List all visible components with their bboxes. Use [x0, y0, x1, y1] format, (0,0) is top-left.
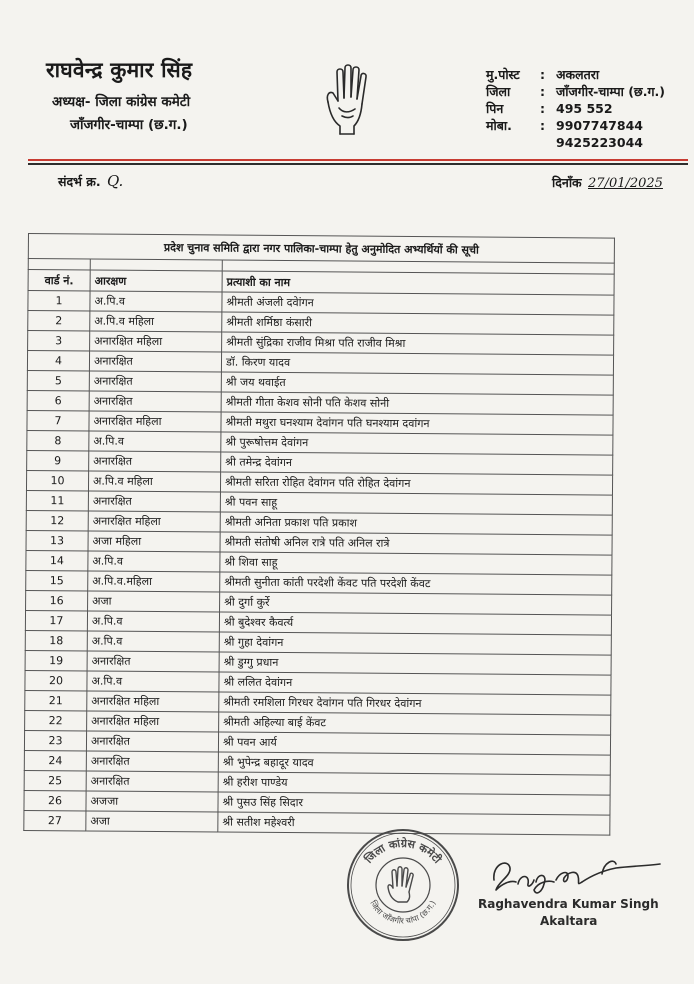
contact-row-mobile — [486, 117, 665, 134]
ward-cell: 13 — [26, 530, 88, 550]
reservation-cell: अ.पि.व महिला — [88, 471, 220, 492]
candidate-cell: श्री गुहा देवांगन — [219, 632, 611, 655]
reservation-cell: अ.पि.व — [90, 291, 222, 312]
signature-name: Raghavendra Kumar Singh — [478, 897, 659, 911]
candidate-cell: श्रीमती अंजली दवेांगन — [222, 292, 614, 315]
ward-cell: 20 — [25, 670, 87, 690]
reservation-cell: अनारक्षित महिला — [90, 331, 222, 352]
reservation-cell: अ.पि.व — [87, 611, 219, 632]
ward-cell: 27 — [24, 810, 86, 830]
ward-cell: 22 — [25, 710, 87, 730]
svg-text:जिला कांग्रेस कमेटी — [361, 836, 446, 867]
reference-number — [58, 172, 123, 190]
reservation-cell: अनारक्षित — [86, 771, 218, 792]
candidate-cell: श्रीमती सरिता रोहित देवांगन पति रोहित देवांगन — [220, 472, 612, 495]
ward-cell: 10 — [26, 470, 88, 490]
contact-block — [486, 66, 665, 151]
header-reservation: आरक्षण — [90, 270, 222, 292]
candidate-cell: श्री सतीश महेश्वरी — [218, 812, 610, 835]
reservation-cell: अजा महिला — [88, 531, 220, 552]
candidate-cell: श्रीमती सुंद्रिका राजीव मिश्रा पति राजीव मिश्रा — [222, 332, 614, 355]
reservation-cell: अनारक्षित महिला — [88, 511, 220, 532]
contact-colon: : — [540, 67, 545, 82]
ward-cell: 17 — [25, 610, 87, 630]
header-ward: वार्ड नं. — [28, 270, 90, 291]
reservation-cell: अनारक्षित — [88, 491, 220, 512]
reservation-cell: अनारक्षित — [89, 391, 221, 412]
ward-cell: 23 — [24, 730, 86, 750]
candidate-cell: श्री पुसउ सिंह सिदार — [218, 792, 610, 815]
reference-label: संदर्भ क्र. — [58, 174, 101, 189]
contact-colon: : — [540, 84, 545, 99]
reservation-cell: अ.पि.व — [87, 671, 219, 692]
candidate-cell: श्री डुग्गु प्रधान — [219, 652, 611, 675]
ward-cell: 4 — [27, 351, 89, 371]
reservation-cell: अ.पि.व महिला — [90, 311, 222, 332]
contact-row-pin — [486, 100, 665, 117]
candidate-cell: श्री भुपेन्द्र बहादूर यादव — [218, 752, 610, 775]
contact-extra-phone: 9425223044 — [556, 135, 643, 150]
candidate-cell: श्री तमेन्द्र देवांगन — [221, 452, 613, 475]
contact-colon: : — [540, 118, 545, 133]
candidate-cell: श्रीमती रमशिला गिरधर देवांगन पति गिरधर देवांगन — [219, 692, 611, 715]
candidate-cell: श्री शिवा साहू — [220, 552, 612, 575]
reservation-cell: अनारक्षित महिला — [89, 411, 221, 432]
header-candidate: प्रत्याशी का नाम — [222, 271, 614, 295]
candidate-cell: श्रीमती अनिता प्रकाश पति प्रकाश — [220, 512, 612, 535]
contact-value: जाँजगीर-चाम्पा (छ.ग.) — [556, 84, 665, 99]
ward-cell: 25 — [24, 770, 86, 790]
reservation-cell: अजा — [86, 811, 218, 832]
reservation-cell: अ.पि.व — [88, 551, 220, 572]
contact-row-district — [486, 83, 665, 100]
contact-label: पिन — [486, 101, 504, 116]
ward-cell: 24 — [24, 750, 86, 770]
reservation-cell: अनारक्षित — [86, 751, 218, 772]
contact-label: मोबा. — [486, 118, 512, 133]
header-divider-red — [28, 159, 688, 161]
contact-value: अकलतरा — [556, 67, 600, 82]
sender-name: राघवेन्द्र कुमार सिंह — [46, 58, 193, 82]
party-seal — [344, 826, 462, 944]
ward-cell: 8 — [27, 430, 89, 450]
candidate-cell: श्री दुर्गा कुर्रे — [220, 592, 612, 615]
candidate-cell: श्रीमती सुनीता कांती परदेशी केंवट पति परदेशी केंवट — [220, 572, 612, 595]
candidate-cell: श्री पवन आर्य — [218, 732, 610, 755]
ward-cell: 11 — [26, 490, 88, 510]
candidate-table — [23, 233, 615, 836]
contact-label: जिला — [486, 84, 511, 99]
candidate-cell: श्रीमती संतोषी अनिल रात्रे पति अनिल रात्रे — [220, 532, 612, 555]
contact-label: मु.पोस्ट — [486, 67, 520, 82]
ward-cell: 26 — [24, 790, 86, 810]
ward-cell: 7 — [27, 410, 89, 430]
ward-cell: 19 — [25, 650, 87, 670]
ward-cell: 6 — [27, 390, 89, 410]
ward-cell: 2 — [28, 311, 90, 331]
candidate-cell: श्री पवन साहू — [220, 492, 612, 515]
table-title: प्रदेश चुनाव समिति द्वारा नगर पालिका-चाम्पा हेतु अनुमोदित अभ्यर्थियों की सूची — [28, 234, 614, 264]
candidate-cell: श्रीमती शर्मिष्ठा कंसारी — [222, 312, 614, 335]
reference-value: Q. — [106, 172, 124, 190]
reservation-cell: अनारक्षित — [86, 731, 218, 752]
header-divider-dark — [28, 163, 688, 165]
hand-emblem-icon — [322, 62, 372, 136]
ward-cell: 15 — [26, 570, 88, 590]
reservation-cell: अनारक्षित — [89, 371, 221, 392]
candidate-cell: श्री पुरूषोत्तम देवांगन — [221, 432, 613, 455]
ward-cell: 3 — [28, 331, 90, 351]
date-label: दिनाँक — [552, 175, 582, 190]
reservation-cell: अजा — [88, 591, 220, 612]
sender-designation: अध्यक्ष- जिला कांग्रेस कमेटी — [52, 94, 191, 110]
signature-scribble — [484, 844, 674, 904]
contact-value: 495 552 — [556, 101, 613, 116]
ward-cell: 14 — [26, 550, 88, 570]
contact-value: 9907747844 — [556, 118, 643, 133]
ward-cell: 18 — [25, 630, 87, 650]
reservation-cell: अ.पि.व.महिला — [88, 571, 220, 592]
date-value: 27/01/2025 — [588, 176, 663, 191]
candidate-cell: श्रीमती गीता केशव सोनी पति केशव सोनी — [221, 392, 613, 415]
reservation-cell: अजजा — [86, 791, 218, 812]
ward-cell: 21 — [25, 690, 87, 710]
reservation-cell: अनारक्षित — [87, 651, 219, 672]
candidate-cell: डॉ. किरण यादव — [221, 352, 613, 375]
signature-town: Akaltara — [540, 914, 598, 928]
reservation-cell: अनारक्षित महिला — [87, 691, 219, 712]
ward-cell: 1 — [28, 291, 90, 311]
reservation-cell: अ.पि.व — [87, 631, 219, 652]
contact-colon: : — [540, 101, 545, 116]
seal-top-text: जिला कांग्रेस कमेटी — [362, 836, 444, 866]
ward-cell: 16 — [26, 590, 88, 610]
ward-cell: 5 — [27, 370, 89, 390]
sender-place: जाँजगीर-चाम्पा (छ.ग.) — [70, 117, 188, 133]
candidate-cell: श्री जय थवाईत — [221, 372, 613, 395]
candidate-cell: श्री ललित देवांगन — [219, 672, 611, 695]
seal-bottom-text: जिला जाँजगीर चांपा (छ.ग.) — [368, 898, 438, 926]
candidate-cell: श्रीमती अहिल्या बाई केंवट — [219, 712, 611, 735]
reservation-cell: अनारक्षित — [89, 351, 221, 372]
seal-hand-icon — [388, 867, 413, 902]
ward-cell: 12 — [26, 510, 88, 530]
reservation-cell: अ.पि.व — [89, 431, 221, 452]
candidate-cell: श्री बुदेश्वर कैवर्त्य — [219, 612, 611, 635]
ward-cell: 9 — [27, 450, 89, 470]
candidate-cell: श्री हरीश पाण्डेय — [218, 772, 610, 795]
candidate-cell: श्रीमती मथुरा घनश्याम देवांगन पति घनश्याम दवांगन — [221, 412, 613, 435]
contact-row-post — [486, 66, 665, 83]
reservation-cell: अनारक्षित महिला — [87, 711, 219, 732]
reservation-cell: अनारक्षित — [89, 451, 221, 472]
letter-date — [552, 174, 663, 191]
table-row — [24, 810, 610, 835]
